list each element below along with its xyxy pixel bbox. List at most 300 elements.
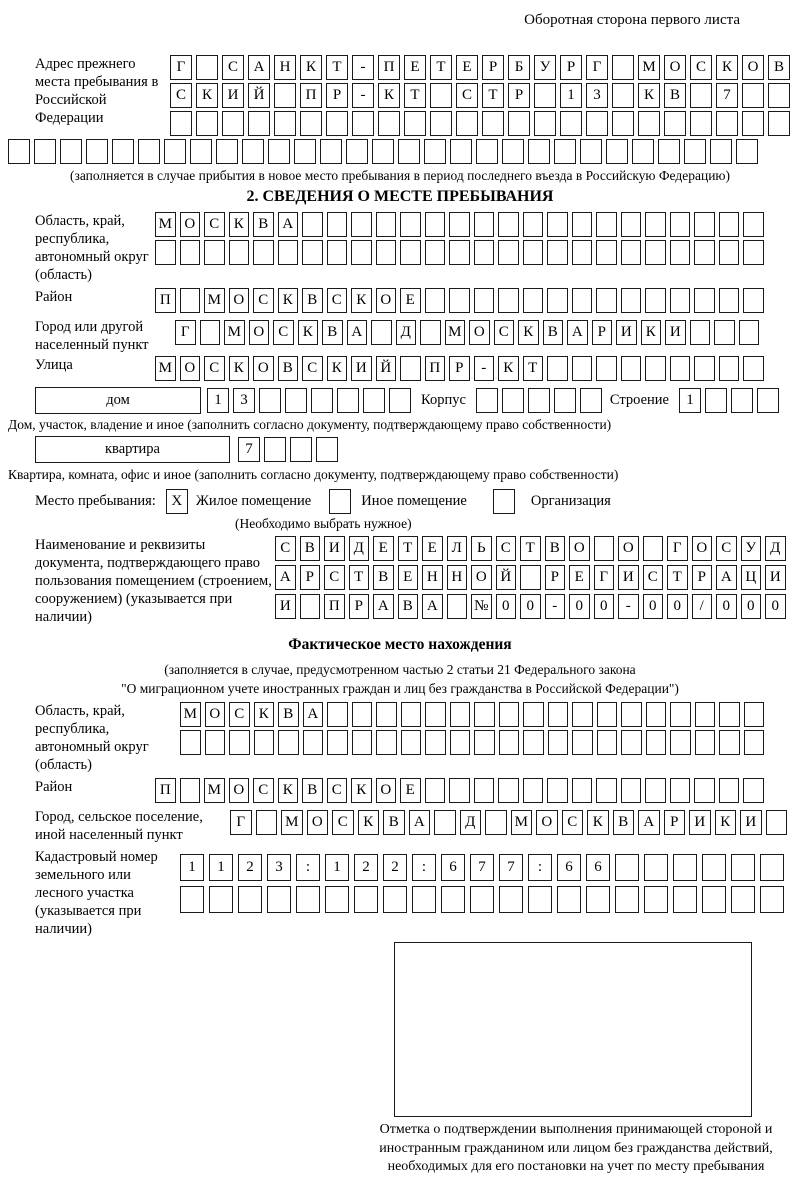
char-box[interactable] [694,356,715,381]
char-box[interactable] [498,240,519,265]
char-box[interactable] [596,356,617,381]
char-box[interactable]: И [351,356,372,381]
char-box[interactable] [389,388,411,413]
char-box[interactable] [404,111,426,136]
char-box[interactable] [572,730,593,755]
char-box[interactable]: № [471,594,492,619]
char-box[interactable] [615,854,639,881]
char-box[interactable]: В [613,810,635,835]
char-box[interactable] [434,810,456,835]
char-box[interactable] [644,886,668,913]
char-box[interactable] [205,730,226,755]
char-box[interactable] [498,778,519,803]
char-box[interactable] [534,111,556,136]
char-box[interactable]: Т [404,83,426,108]
char-box[interactable]: 7 [238,437,260,462]
char-box[interactable] [474,702,495,727]
char-box[interactable] [502,388,524,413]
char-box[interactable]: А [347,320,368,345]
char-box[interactable] [690,111,712,136]
char-box[interactable] [621,356,642,381]
char-box[interactable]: 0 [569,594,590,619]
char-box[interactable] [485,810,507,835]
char-box[interactable] [645,288,666,313]
char-box[interactable]: Е [398,565,419,590]
char-box[interactable] [615,886,639,913]
char-box[interactable]: С [690,55,712,80]
char-box[interactable] [449,212,470,237]
char-box[interactable]: Р [592,320,613,345]
char-box[interactable] [376,212,397,237]
char-box[interactable]: 7 [499,854,523,881]
char-box[interactable] [645,212,666,237]
char-box[interactable]: О [742,55,764,80]
char-box[interactable] [296,886,320,913]
char-box[interactable] [768,111,790,136]
char-box[interactable]: Т [667,565,688,590]
char-box[interactable] [170,111,192,136]
char-box[interactable] [155,240,176,265]
char-box[interactable] [646,702,667,727]
char-box[interactable]: С [562,810,584,835]
char-box[interactable]: М [204,288,225,313]
char-box[interactable] [376,702,397,727]
char-box[interactable]: С [170,83,192,108]
char-box[interactable]: 6 [557,854,581,881]
char-box[interactable] [425,240,446,265]
char-box[interactable]: Т [398,536,419,561]
char-box[interactable]: О [229,288,250,313]
char-box[interactable] [684,139,706,164]
char-box[interactable]: К [278,288,299,313]
char-box[interactable]: Г [586,55,608,80]
char-box[interactable]: О [469,320,490,345]
char-box[interactable] [580,388,602,413]
char-box[interactable] [138,139,160,164]
char-box[interactable]: Р [545,565,566,590]
char-box[interactable]: Р [664,810,686,835]
char-box[interactable]: Д [349,536,370,561]
char-box[interactable] [742,111,764,136]
char-box[interactable] [670,212,691,237]
char-box[interactable] [254,730,275,755]
char-box[interactable] [268,139,290,164]
char-box[interactable] [320,139,342,164]
char-box[interactable] [736,139,758,164]
char-box[interactable]: К [638,83,660,108]
char-box[interactable] [447,594,468,619]
char-box[interactable] [743,356,764,381]
char-box[interactable] [316,437,338,462]
char-box[interactable]: Е [404,55,426,80]
char-box[interactable] [670,778,691,803]
char-box[interactable]: - [474,356,495,381]
char-box[interactable] [327,702,348,727]
checkbox-organization[interactable] [493,489,515,514]
char-box[interactable] [274,83,296,108]
char-box[interactable]: С [302,356,323,381]
char-box[interactable]: 3 [233,388,255,413]
char-box[interactable] [327,730,348,755]
char-box[interactable]: 6 [586,854,610,881]
char-box[interactable]: 0 [765,594,786,619]
char-box[interactable]: О [205,702,226,727]
char-box[interactable]: К [351,288,372,313]
char-box[interactable] [352,111,374,136]
char-box[interactable] [229,730,250,755]
char-box[interactable] [572,240,593,265]
char-box[interactable] [499,730,520,755]
char-box[interactable] [719,288,740,313]
char-box[interactable] [580,139,602,164]
char-box[interactable]: К [641,320,662,345]
char-box[interactable]: Г [175,320,196,345]
char-box[interactable] [523,702,544,727]
char-box[interactable] [499,886,523,913]
char-box[interactable]: С [327,778,348,803]
char-box[interactable]: Г [594,565,615,590]
char-box[interactable] [242,139,264,164]
char-box[interactable] [354,886,378,913]
char-box[interactable]: К [518,320,539,345]
char-box[interactable] [482,111,504,136]
char-box[interactable]: О [692,536,713,561]
char-box[interactable]: П [324,594,345,619]
char-box[interactable] [743,288,764,313]
char-box[interactable] [664,111,686,136]
char-box[interactable]: 0 [594,594,615,619]
char-box[interactable]: В [543,320,564,345]
char-box[interactable] [204,240,225,265]
char-box[interactable] [60,139,82,164]
char-box[interactable]: П [300,83,322,108]
char-box[interactable] [644,854,668,881]
char-box[interactable]: С [204,356,225,381]
char-box[interactable] [238,886,262,913]
char-box[interactable] [645,356,666,381]
char-box[interactable] [523,288,544,313]
char-box[interactable] [278,240,299,265]
char-box[interactable]: 1 [180,854,204,881]
char-box[interactable] [586,111,608,136]
char-box[interactable] [180,240,201,265]
char-box[interactable]: Т [523,356,544,381]
char-box[interactable]: И [324,536,345,561]
char-box[interactable] [557,886,581,913]
char-box[interactable] [621,212,642,237]
char-box[interactable]: Р [692,565,713,590]
char-box[interactable] [670,702,691,727]
char-box[interactable] [760,886,784,913]
char-box[interactable] [645,778,666,803]
char-box[interactable] [705,388,727,413]
char-box[interactable]: Й [496,565,517,590]
char-box[interactable]: 3 [267,854,291,881]
char-box[interactable] [425,778,446,803]
char-box[interactable]: С [275,536,296,561]
char-box[interactable]: С [229,702,250,727]
char-box[interactable]: С [716,536,737,561]
char-box[interactable]: О [307,810,329,835]
char-box[interactable] [326,111,348,136]
char-box[interactable] [528,388,550,413]
char-box[interactable]: 3 [586,83,608,108]
char-box[interactable] [180,730,201,755]
char-box[interactable]: В [768,55,790,80]
char-box[interactable]: К [254,702,275,727]
char-box[interactable] [499,702,520,727]
char-box[interactable]: И [616,320,637,345]
char-box[interactable] [302,240,323,265]
char-box[interactable] [702,854,726,881]
char-box[interactable]: В [664,83,686,108]
char-box[interactable]: Р [560,55,582,80]
char-box[interactable]: О [569,536,590,561]
char-box[interactable] [425,730,446,755]
char-box[interactable] [547,778,568,803]
char-box[interactable] [560,111,582,136]
char-box[interactable] [274,111,296,136]
char-box[interactable] [690,320,711,345]
char-box[interactable] [702,886,726,913]
char-box[interactable] [547,240,568,265]
char-box[interactable] [474,778,495,803]
char-box[interactable] [716,111,738,136]
char-box[interactable]: О [249,320,270,345]
char-box[interactable]: Ц [741,565,762,590]
char-box[interactable] [547,212,568,237]
char-box[interactable] [694,212,715,237]
char-box[interactable]: Н [422,565,443,590]
char-box[interactable]: С [222,55,244,80]
char-box[interactable]: С [204,212,225,237]
char-box[interactable] [383,886,407,913]
char-box[interactable]: А [248,55,270,80]
char-box[interactable] [34,139,56,164]
char-box[interactable] [694,288,715,313]
char-box[interactable] [474,240,495,265]
char-box[interactable] [731,886,755,913]
char-box[interactable]: Е [422,536,443,561]
char-box[interactable] [597,730,618,755]
char-box[interactable]: Е [400,778,421,803]
char-box[interactable] [363,388,385,413]
char-box[interactable]: : [528,854,552,881]
char-box[interactable] [621,778,642,803]
char-box[interactable]: И [275,594,296,619]
char-box[interactable]: Е [456,55,478,80]
char-box[interactable] [229,240,250,265]
char-box[interactable] [744,702,765,727]
char-box[interactable]: В [322,320,343,345]
char-box[interactable]: М [638,55,660,80]
char-box[interactable]: 2 [238,854,262,881]
char-box[interactable]: С [332,810,354,835]
char-box[interactable] [528,886,552,913]
char-box[interactable]: / [692,594,713,619]
char-box[interactable] [400,240,421,265]
char-box[interactable] [303,730,324,755]
char-box[interactable]: - [618,594,639,619]
char-box[interactable]: Ь [471,536,492,561]
char-box[interactable] [612,55,634,80]
char-box[interactable] [586,886,610,913]
char-box[interactable] [476,139,498,164]
char-box[interactable]: А [373,594,394,619]
char-box[interactable]: В [383,810,405,835]
char-box[interactable] [259,388,281,413]
char-box[interactable]: М [180,702,201,727]
char-box[interactable] [508,111,530,136]
char-box[interactable] [196,111,218,136]
char-box[interactable] [743,778,764,803]
char-box[interactable]: С [327,288,348,313]
char-box[interactable] [760,854,784,881]
char-box[interactable]: - [545,594,566,619]
char-box[interactable] [450,730,471,755]
char-box[interactable] [548,702,569,727]
char-box[interactable] [731,388,753,413]
char-box[interactable]: Р [449,356,470,381]
char-box[interactable] [300,111,322,136]
char-box[interactable] [523,212,544,237]
char-box[interactable]: 1 [209,854,233,881]
char-box[interactable]: И [689,810,711,835]
char-box[interactable]: К [715,810,737,835]
char-box[interactable]: К [378,83,400,108]
char-box[interactable] [548,730,569,755]
char-box[interactable] [596,212,617,237]
char-box[interactable] [420,320,441,345]
char-box[interactable]: С [273,320,294,345]
char-box[interactable]: 1 [560,83,582,108]
char-box[interactable]: 7 [470,854,494,881]
char-box[interactable]: В [302,778,323,803]
char-box[interactable] [547,288,568,313]
char-box[interactable]: К [196,83,218,108]
char-box[interactable] [450,139,472,164]
char-box[interactable] [180,288,201,313]
char-box[interactable] [311,388,333,413]
char-box[interactable]: О [536,810,558,835]
char-box[interactable] [502,139,524,164]
char-box[interactable]: 6 [441,854,465,881]
char-box[interactable] [200,320,221,345]
char-box[interactable] [456,111,478,136]
char-box[interactable] [371,320,392,345]
char-box[interactable]: А [638,810,660,835]
char-box[interactable]: П [155,288,176,313]
char-box[interactable]: М [281,810,303,835]
char-box[interactable]: - [352,83,374,108]
char-box[interactable]: В [253,212,274,237]
char-box[interactable]: 0 [496,594,517,619]
char-box[interactable] [441,886,465,913]
char-box[interactable] [352,730,373,755]
char-box[interactable] [673,854,697,881]
char-box[interactable]: Р [326,83,348,108]
char-box[interactable]: Д [460,810,482,835]
checkbox-other-premises[interactable] [329,489,351,514]
char-box[interactable] [694,240,715,265]
char-box[interactable] [372,139,394,164]
char-box[interactable]: Т [482,83,504,108]
char-box[interactable]: С [456,83,478,108]
char-box[interactable]: 0 [741,594,762,619]
char-box[interactable]: Н [274,55,296,80]
char-box[interactable]: К [300,55,322,80]
char-box[interactable]: Е [569,565,590,590]
char-box[interactable] [8,139,30,164]
char-box[interactable]: С [324,565,345,590]
char-box[interactable] [267,886,291,913]
char-box[interactable] [670,356,691,381]
char-box[interactable] [523,240,544,265]
char-box[interactable]: 1 [679,388,701,413]
char-box[interactable] [731,854,755,881]
char-box[interactable] [621,702,642,727]
char-box[interactable] [572,356,593,381]
char-box[interactable] [572,778,593,803]
char-box[interactable] [768,83,790,108]
char-box[interactable] [222,111,244,136]
char-box[interactable] [327,240,348,265]
char-box[interactable] [412,886,436,913]
char-box[interactable] [547,356,568,381]
char-box[interactable] [523,730,544,755]
char-box[interactable]: П [425,356,446,381]
char-box[interactable]: Р [508,83,530,108]
char-box[interactable] [719,702,740,727]
char-box[interactable] [400,356,421,381]
char-box[interactable]: А [422,594,443,619]
char-box[interactable] [278,730,299,755]
char-box[interactable] [743,212,764,237]
char-box[interactable]: 0 [643,594,664,619]
char-box[interactable] [554,388,576,413]
char-box[interactable] [638,111,660,136]
char-box[interactable]: И [618,565,639,590]
char-box[interactable] [621,288,642,313]
char-box[interactable] [714,320,735,345]
char-box[interactable] [742,83,764,108]
char-box[interactable] [670,730,691,755]
char-box[interactable]: И [765,565,786,590]
char-box[interactable]: 0 [520,594,541,619]
char-box[interactable] [498,288,519,313]
char-box[interactable]: Г [170,55,192,80]
char-box[interactable]: М [155,212,176,237]
char-box[interactable]: С [496,536,517,561]
char-box[interactable] [597,702,618,727]
char-box[interactable] [430,83,452,108]
char-box[interactable] [643,536,664,561]
char-box[interactable]: К [587,810,609,835]
char-box[interactable]: А [409,810,431,835]
char-box[interactable]: У [534,55,556,80]
char-box[interactable]: Г [230,810,252,835]
char-box[interactable]: О [376,288,397,313]
char-box[interactable]: Б [508,55,530,80]
char-box[interactable]: - [352,55,374,80]
char-box[interactable] [646,730,667,755]
char-box[interactable]: О [229,778,250,803]
char-box[interactable] [378,111,400,136]
char-box[interactable] [523,778,544,803]
char-box[interactable]: В [278,356,299,381]
char-box[interactable]: О [664,55,686,80]
char-box[interactable] [424,139,446,164]
